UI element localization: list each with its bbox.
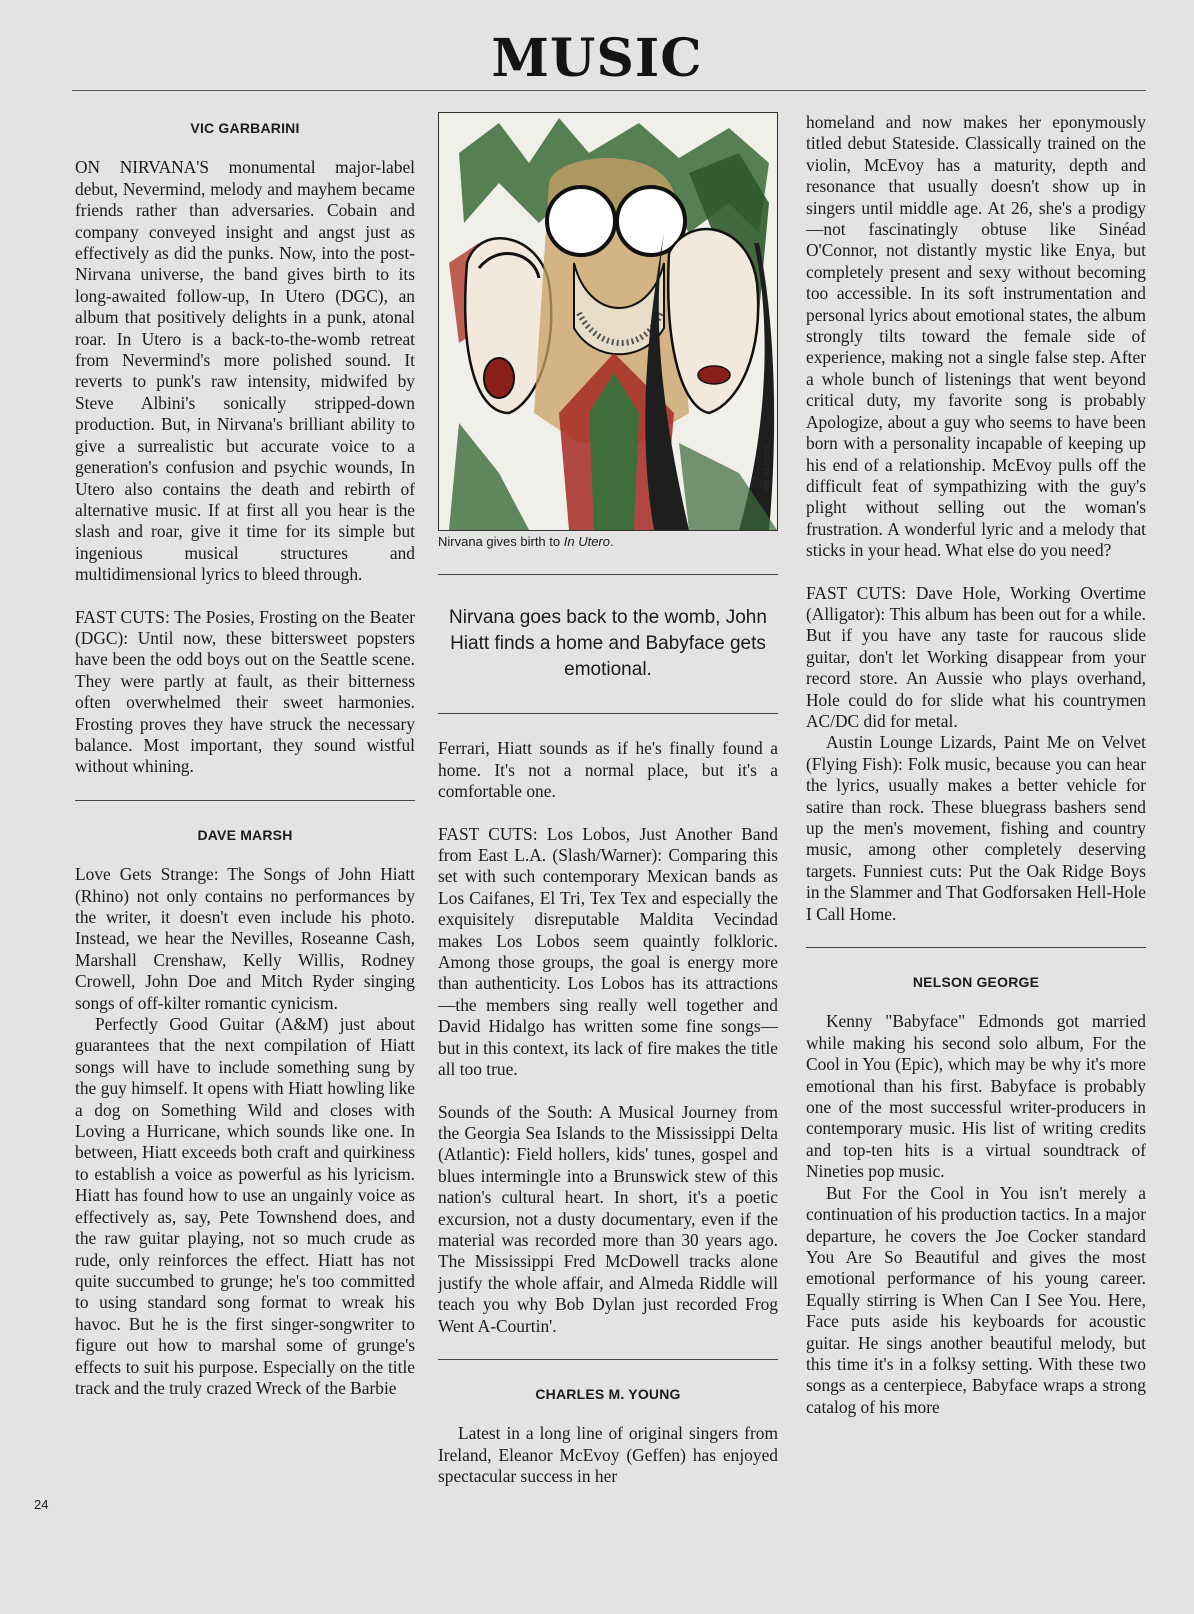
- review-eleanor-mcevoy: Latest in a long line of original singers from Ireland, Eleanor McEvoy (Geffen) has enjoyed spectacular success in her: [438, 1423, 778, 1487]
- review-love-gets-strange: Love Gets Strange: The Songs of John Hiatt (Rhino) not only contains no performances by the writer, it doesn't even include his photo. Instead, we hear the Nevilles, Roseanne Cash, Marshall Crenshaw, Kelly Willis, Rodney Crowell, John Doe and Mitch Ryder singing songs of off-kilter romantic cynicism.: [75, 864, 415, 1013]
- pull-quote-rule-top: [438, 574, 778, 575]
- caricature-icon: [439, 113, 777, 530]
- nirvana-illustration: [438, 112, 778, 531]
- byline-marsh: DAVE MARSH: [197, 826, 293, 843]
- page-number: 24: [34, 1497, 49, 1512]
- review-hiatt-continued: Ferrari, Hiatt sounds as if he's finally found a home. It's not a normal place, but it's a comfortable one.: [438, 738, 778, 802]
- column-1: [75, 112, 415, 1592]
- header-rule: [72, 90, 1146, 91]
- review-babyface: Kenny "Babyface" Edmonds got married while making his second solo album, For the Cool in You (Epic), which may be why it's more emotional than his first. Babyface is probably one of the most successful writer-producers in contemporary music. His list of writing credits and top-ten hits is a virtual soundtrack of Nineties pop music.: [806, 1011, 1146, 1182]
- review-posies: FAST CUTS: The Posies, Frosting on the Beater (DGC): Until now, these bittersweet popsters have been the odd boys out on the Seattle scene. They were partly at fault, as their bitterness often overwhelmed their sweet harmonies. Frosting proves they have struck the necessary balance. Most important, they sound wistful without whining.: [75, 606, 415, 777]
- pull-quote: Nirvana goes back to the womb, John Hiatt finds a home and Babyface gets emotional.: [449, 607, 767, 681]
- column-2: [438, 112, 778, 1592]
- review-perfectly-good-guitar: Perfectly Good Guitar (A&M) just about guarantees that the next compilation of Hiatt songs will have to include something sung by the guy himself. It opens with Hiatt howling like a dog on Something Wild and closes with Loving a Hurricane, which sounds like one. In between, Hiatt exceeds both craft and quirkiness to establish a voice as powerful as his lyricism. Hiatt has found how to use an ungainly voice as effectively as, say, Pete Townshend does, and the raw guitar playing, not so much crude as rude, only reinforces the effect. Hiatt has not quite succumbed to grunge; he's too committed to using standard song format to wreak his havoc. But he is the first singer-songwriter to figure out how to marshal some of grunge's effects to suit his purpose. Especially on the title track and the truly crazed Wreck of the Barbie: [75, 1014, 415, 1398]
- section-divider: [806, 947, 1146, 948]
- pull-quote-rule-bottom: [438, 713, 778, 714]
- illustration-credit: JOE FOURNIER: [764, 446, 771, 492]
- illustration-caption: Nirvana gives birth to In Utero.: [438, 534, 614, 549]
- review-nirvana: ON NIRVANA'S monumental major-label debut, Nevermind, melody and mayhem became friends rather than adversaries. Cobain and company conveyed insight and angst just as effectively as did the punks. Now, into the post-Nirvana universe, the band gives birth to its long-awaited follow-up, In Utero (DGC), an album that positively delights in a punk, atonal roar. In Utero is a back-to-the-womb retreat from Nevermind's more polished sound. It reverts to punk's raw intensity, midwifed by Steve Albini's sonically stripped-down production. But, in Nirvana's brilliant ability to give a surrealistic but accurate voice to a generation's confusion and psychic wounds, In Utero also contains the death and rebirth of alternative music. If at first all you hear is the slash and roar, give it time for its simple but ingenious musical structures and multidimensional lyrics to bleed through.: [75, 157, 415, 585]
- review-babyface-continued: But For the Cool in You isn't merely a continuation of his production tactics. In a major departure, he covers the Joe Cocker standard You Are So Beautiful and gives the most emotional performance of his young career. Equally stirring is When Can I See You. Here, Face puts aside his keyboards for acoustic guitar. He sings another beautiful melody, but this time it's in a folksy setting. With these two songs as a centerpiece, Babyface wraps a strong catalog of his more: [806, 1182, 1146, 1417]
- review-dave-hole: FAST CUTS: Dave Hole, Working Overtime (Alligator): This album has been out for a while. But if you have any taste for raucous slide guitar, don't let Working disappear from your record store. An Aussie who plays overhand, Hole could do for slide what his countrymen AC/DC did for metal.: [806, 582, 1146, 731]
- review-austin-lounge-lizards: Austin Lounge Lizards, Paint Me on Velvet (Flying Fish): Folk music, because you can hear the lyrics, usually makes a better vehicle for satire than rock. These bluegrass bashers send up the men's movement, fishing and country music, among other completely deserving targets. Funniest cuts: Put the Oak Ridge Boys in the Slammer and That Godforsaken Hell-Hole I Call Home.: [806, 732, 1146, 924]
- byline-george: NELSON GEORGE: [912, 974, 1040, 991]
- byline-young: CHARLES M. YOUNG: [535, 1385, 681, 1402]
- page-title: MUSIC: [491, 28, 703, 89]
- review-mcevoy-continued: homeland and now makes her eponymously titled debut Stateside. Classically trained on the violin, McEvoy has a maturity, depth and resonance that usually doesn't show up in singers until middle age. At 26, she's a prodigy—not fascinatingly obtuse like Sinéad O'Connor, not distantly mystic like Enya, but completely present and sexy without becoming too accessible. In its soft instrumentation and personal lyrics about emotional states, the album strongly tilts toward the female side of experience, making not a single false step. After a whole bunch of listenings that went beyond critical duty, my favorite song is probably Apologize, about a guy who seems to have been born with a personality incapable of keeping up his end of a relationship. McEvoy pulls off the difficult feat of sympathizing with the guy's plight without selling out the woman's frustration. A wonderful lyric and a melody that sticks in your head. What else do you need?: [806, 112, 1146, 561]
- section-divider: [75, 800, 415, 801]
- byline-garbarini: VIC GARBARINI: [190, 120, 300, 136]
- section-divider: [438, 1359, 778, 1360]
- review-los-lobos: FAST CUTS: Los Lobos, Just Another Band from East L.A. (Slash/Warner): Comparing this set with such contemporary Mexican bands as Los Caifanes, El Tri, Tex Tex and especially the exquisitely disreputable Maldita Vecindad makes Los Lobos seem quaintly folkloric. Among those groups, the goal is energy more than authenticity. Los Lobos has its attractions—the members sing really well together and David Hidalgo has written some fine songs—but in this context, its lack of fire makes the title all too true.: [438, 823, 778, 1080]
- column-3: [806, 112, 1146, 1592]
- review-sounds-of-the-south: Sounds of the South: A Musical Journey from the Georgia Sea Islands to the Mississippi Delta (Atlantic): Field hollers, kids' tunes, gospel and blues intermingle into a Brunswick stew of this nation's cultural heart. In short, it's a poetic excursion, not a dusty documentary, even if the material was recorded more than 30 years ago. The Mississippi Fred McDowell tracks alone justify the whole affair, and Almeda Riddle will teach you why Bob Dylan just recorded Frog Went A-Courtin'.: [438, 1101, 778, 1336]
